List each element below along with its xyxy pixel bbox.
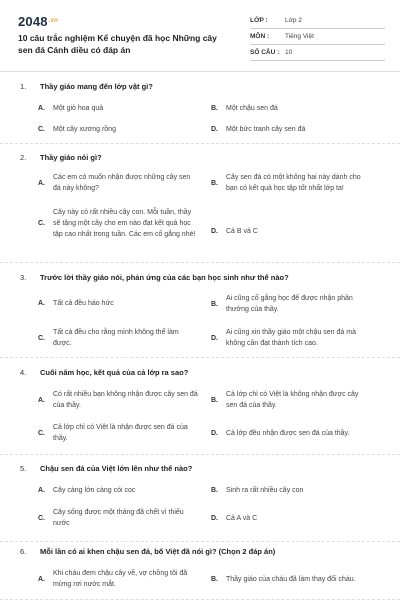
question-5 <box>0 455 400 542</box>
option-c[interactable] <box>38 207 198 240</box>
question-number: 3. <box>20 273 27 282</box>
option-letter: A. <box>38 396 45 404</box>
option-text: Cả B và C <box>226 228 258 235</box>
option-text: Thầy giáo của cháu đã làm thay đổi cháu. <box>226 576 356 583</box>
question-text: Cuối năm học, kết quả của cả lớp ra sao? <box>40 368 189 377</box>
option-text: Cả lớp đều nhận được sen đá của thầy. <box>226 430 350 437</box>
option-a[interactable] <box>38 298 198 309</box>
option-letter: D. <box>211 515 218 522</box>
option-letter: D. <box>211 126 218 133</box>
option-text: Ai cũng xin thầy giáo một chậu sen đá mà không cần đạt thành tích cao. <box>226 329 356 347</box>
question-text: Thầy giáo nói gì? <box>40 153 102 162</box>
option-d[interactable] <box>211 124 371 135</box>
logo-tld: .vn <box>48 18 59 24</box>
option-letter: B. <box>211 396 218 404</box>
option-letter: A. <box>38 105 45 112</box>
option-letter: A. <box>38 300 45 307</box>
meta-key: LỚP : <box>250 17 268 24</box>
option-a[interactable] <box>38 172 198 194</box>
question-number: 5. <box>20 464 27 473</box>
option-text: Một chậu sen đá <box>226 105 278 112</box>
option-letter: B. <box>211 576 218 583</box>
option-c[interactable] <box>38 422 198 444</box>
question-2 <box>0 144 400 263</box>
option-text: Cây sen đá có một không hai này dành cho bạn có kết quả học tập tốt nhất lớp ta! <box>226 174 361 192</box>
option-b[interactable] <box>211 103 371 114</box>
option-letter: C. <box>38 126 45 133</box>
option-text: Cả lớp chỉ có Việt là nhận được sen đá của thầy. <box>53 424 188 442</box>
option-c[interactable] <box>38 124 198 135</box>
option-a[interactable] <box>38 103 198 114</box>
option-letter: B. <box>211 487 218 494</box>
meta-row-class <box>250 13 385 29</box>
question-number: 2. <box>20 153 27 162</box>
option-letter: C. <box>38 429 45 437</box>
option-text: Khi cháu đem chậu cây về, vợ chồng tôi đã mừng rơi nước mắt. <box>53 570 188 588</box>
option-letter: A. <box>38 575 45 583</box>
option-c[interactable] <box>38 327 198 349</box>
option-a[interactable] <box>38 485 198 496</box>
question-heading <box>20 153 102 162</box>
option-text: Tất cả đều háo hức <box>53 300 114 307</box>
page-header <box>0 0 400 72</box>
question-1 <box>0 72 400 144</box>
meta-value: Tiếng Việt <box>285 33 314 40</box>
question-heading <box>20 464 192 473</box>
option-letter: D. <box>211 430 218 437</box>
option-text: Ai cũng cố gắng học để được nhận phần thưởng của thầy. <box>226 295 353 313</box>
meta-value: Lớp 2 <box>285 17 302 24</box>
option-text: Cây càng lớn càng còi cọc <box>53 487 136 494</box>
option-text: Sinh ra rất nhiều cây con <box>226 487 304 494</box>
option-b[interactable] <box>211 389 371 411</box>
logo-number: 2048 <box>18 14 48 29</box>
meta-table <box>250 13 385 61</box>
option-letter: C. <box>38 220 45 227</box>
meta-row-subject <box>250 29 385 45</box>
meta-key: MÔN : <box>250 33 270 40</box>
option-text: Các em có muốn nhận được những cây sen đá này không? <box>53 174 191 192</box>
option-text: Cả A và C <box>226 515 258 522</box>
question-heading <box>20 368 188 377</box>
option-d[interactable] <box>211 327 371 349</box>
question-text: Trước lời thầy giáo nói, phản ứng của các bạn học sinh như thế nào? <box>40 273 289 282</box>
option-letter: C. <box>38 514 45 522</box>
option-b[interactable] <box>211 574 371 585</box>
question-4 <box>0 358 400 455</box>
option-a[interactable] <box>38 389 198 411</box>
option-c[interactable] <box>38 507 198 529</box>
option-letter: B. <box>211 179 218 187</box>
option-letter: B. <box>211 300 218 308</box>
option-text: Tất cả đều cho rằng mình không thể làm được. <box>53 329 179 347</box>
question-number: 4. <box>20 368 27 377</box>
option-letter: D. <box>211 334 218 342</box>
option-text: Một giỏ hoa quả <box>53 105 104 112</box>
option-letter: A. <box>38 487 45 494</box>
option-text: Có rất nhiều bạn không nhận được cây sen đá của thầy. <box>53 391 198 409</box>
option-text: Cây sống được một tháng đã chết vì thiếu nước <box>53 509 184 527</box>
option-b[interactable] <box>211 485 371 496</box>
option-d[interactable] <box>211 428 371 439</box>
question-heading <box>20 82 153 91</box>
option-d[interactable] <box>211 226 371 237</box>
meta-value: 10 <box>285 49 293 56</box>
option-text: Cả lớp chỉ có Việt là không nhận được cây sen đá của thầy. <box>226 391 359 409</box>
question-text: Chậu sen đá của Việt lớn lên như thế nào? <box>40 464 193 473</box>
question-heading <box>20 547 275 556</box>
question-number: 1. <box>20 82 27 91</box>
meta-row-count <box>250 45 385 61</box>
option-letter: A. <box>38 179 45 187</box>
question-number: 6. <box>20 547 27 556</box>
option-b[interactable] <box>211 293 371 315</box>
option-letter: D. <box>211 228 218 235</box>
option-letter: C. <box>38 334 45 342</box>
question-text: Thầy giáo mang đến lớp vật gì? <box>40 82 153 91</box>
question-6 <box>0 542 400 600</box>
page-title: 10 câu trắc nghiệm Kể chuyện đã học Những cây sen đá Cánh diều có đáp án <box>18 33 217 55</box>
site-logo[interactable] <box>18 14 58 29</box>
option-d[interactable] <box>211 513 371 524</box>
option-text: Cây này có rất nhiều cây con. Mỗi tuần, thầy sẽ tặng một cây cho em nào đạt kết quả học tập cao nhất trong tuần. Các em cố gắng nhé! <box>53 209 196 238</box>
question-text: Mỗi lần có ai khen chậu sen đá, bố Việt đã nói gì? (Chọn 2 đáp án) <box>40 547 276 556</box>
question-3 <box>0 263 400 358</box>
option-b[interactable] <box>211 172 371 194</box>
option-letter: B. <box>211 105 218 112</box>
option-text: Một bức tranh cây sen đá <box>226 126 306 133</box>
question-heading <box>20 273 289 282</box>
option-text: Một cây xương rồng <box>53 126 116 133</box>
option-a[interactable] <box>38 568 198 590</box>
meta-key: SỐ CÂU : <box>250 49 280 56</box>
